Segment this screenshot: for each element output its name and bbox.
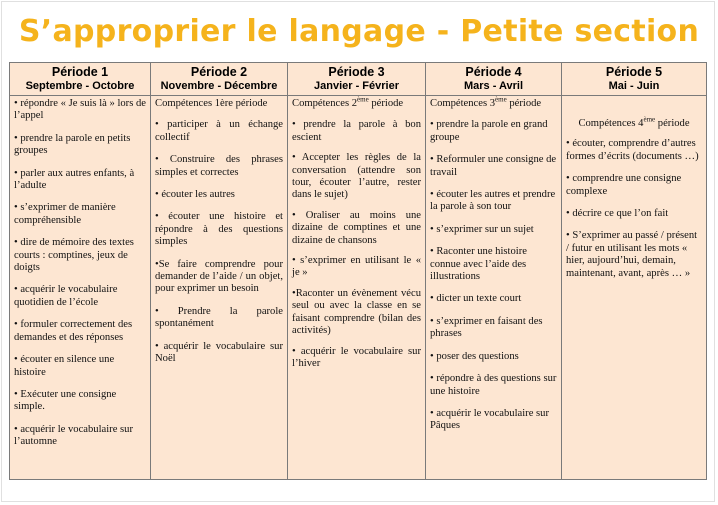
competence-item: • répondre à des questions sur une histoire xyxy=(430,373,557,397)
competence-item: • dire de mémoire des textes courts : comptines, jeux de doigts xyxy=(14,237,134,274)
period-header-3 xyxy=(288,63,426,96)
competence-item: • acquérir le vocabulaire quotidien de l’école xyxy=(14,284,118,308)
competence-item: • Reformuler une consigne de travail xyxy=(430,154,557,178)
competence-item: • s’exprimer de manière compréhensible xyxy=(14,202,116,226)
competence-item: • Prendre la parole spontanément xyxy=(155,305,283,330)
period-header-5 xyxy=(562,63,707,96)
page-title: S’approprier le langage - Petite section xyxy=(18,14,700,49)
competence-item: • Exécuter une consigne simple. xyxy=(14,388,117,413)
competence-item: • parler aux autres enfants, à l’adulte xyxy=(14,167,135,192)
competence-item: • écouter une histoire et répondre à des questions simples xyxy=(155,211,283,248)
competence-item: • comprendre une consigne complexe xyxy=(566,173,682,197)
programme-table xyxy=(9,62,707,480)
competence-item: • acquérir le vocabulaire sur l’hiver xyxy=(292,345,421,369)
period-header-2 xyxy=(151,63,288,96)
competence-item: • dicter un texte court xyxy=(430,293,522,305)
period-months: Janvier - Février xyxy=(314,80,399,92)
competence-header: Compétences 3ème période xyxy=(430,95,542,109)
period-column-2 xyxy=(151,96,288,480)
competence-item: • poser des questions xyxy=(430,350,519,362)
period-column-3 xyxy=(288,96,426,480)
competence-item: • écouter, comprendre d’autres formes d’écrits (documents …) xyxy=(566,138,699,162)
competence-item: • prendre la parole en grand groupe xyxy=(430,119,548,143)
period-months: Novembre - Décembre xyxy=(160,80,278,92)
competence-item: • décrire ce que l’on fait xyxy=(566,208,669,220)
competence-item: •Raconter un évènement vécu seul ou avec la classe en se faisant comprendre (bilan des activités) xyxy=(292,287,421,337)
period-name: Période 1 xyxy=(51,65,109,79)
header-row xyxy=(10,63,707,96)
competence-item: • prendre la parole en petits groupes xyxy=(14,132,131,157)
period-name: Période 3 xyxy=(328,65,385,79)
period-months: Mai - Juin xyxy=(608,80,660,92)
period-header-1 xyxy=(10,63,151,96)
competence-header: Compétences 2ème période xyxy=(292,95,404,109)
competence-item: • acquérir le vocabulaire sur Noël xyxy=(155,340,283,365)
period-months: Septembre - Octobre xyxy=(25,80,135,92)
competence-item: • écouter en silence une histoire xyxy=(14,354,115,378)
competence-item: • Accepter les règles de la conversation (attendre son tour, écouter l’autre, rester dans le sujet) xyxy=(292,152,421,201)
competence-item: • Construire des phrases simples et correctes xyxy=(155,154,283,178)
period-name: Période 5 xyxy=(605,65,663,79)
competence-header: Compétences 4ème période xyxy=(578,115,690,129)
competence-item: • Raconter une histoire connue avec l’aide des illustrations xyxy=(430,246,527,283)
period-name: Période 2 xyxy=(190,65,248,79)
period-name: Période 4 xyxy=(465,65,522,79)
competence-item: • écouter les autres xyxy=(155,189,235,201)
content-row xyxy=(10,96,707,480)
competence-item: • s’exprimer en utilisant le « je » xyxy=(292,255,421,279)
competence-item: • acquérir le vocabulaire sur l’automne xyxy=(14,423,134,448)
competence-item: • acquérir le vocabulaire sur Pâques xyxy=(430,407,550,432)
competence-item: • répondre « Je suis là » lors de l’appel xyxy=(14,98,146,122)
period-months: Mars - Avril xyxy=(463,80,524,92)
competence-item: • participer à un échange collectif xyxy=(155,119,283,143)
competence-item: • s’exprimer sur un sujet xyxy=(430,223,534,235)
period-column-1 xyxy=(10,96,151,480)
competence-item: • Oraliser au moins une dizaine de comptines et une dizaine de chansons xyxy=(292,209,421,246)
competence-item: • écouter les autres et prendre la parole à son tour xyxy=(430,189,556,213)
period-column-4 xyxy=(426,96,562,480)
competence-item: • formuler correctement des demandes et des réponses xyxy=(14,319,133,343)
period-column-5 xyxy=(562,96,707,480)
competence-item: •Se faire comprendre pour demander de l’aide / un objet, pour exprimer un besoin xyxy=(155,258,283,295)
competence-item: • prendre la parole à bon escient xyxy=(292,119,421,143)
period-header-4 xyxy=(426,63,562,96)
competence-item: • s’exprimer en faisant des phrases xyxy=(430,315,543,340)
competence-header: Compétences 1ère période xyxy=(155,98,268,109)
competence-item: • S’exprimer au passé / présent / futur en utilisant les mots « hier, aujourd’hui, demain, maintenant, avant, après … » xyxy=(566,230,698,279)
